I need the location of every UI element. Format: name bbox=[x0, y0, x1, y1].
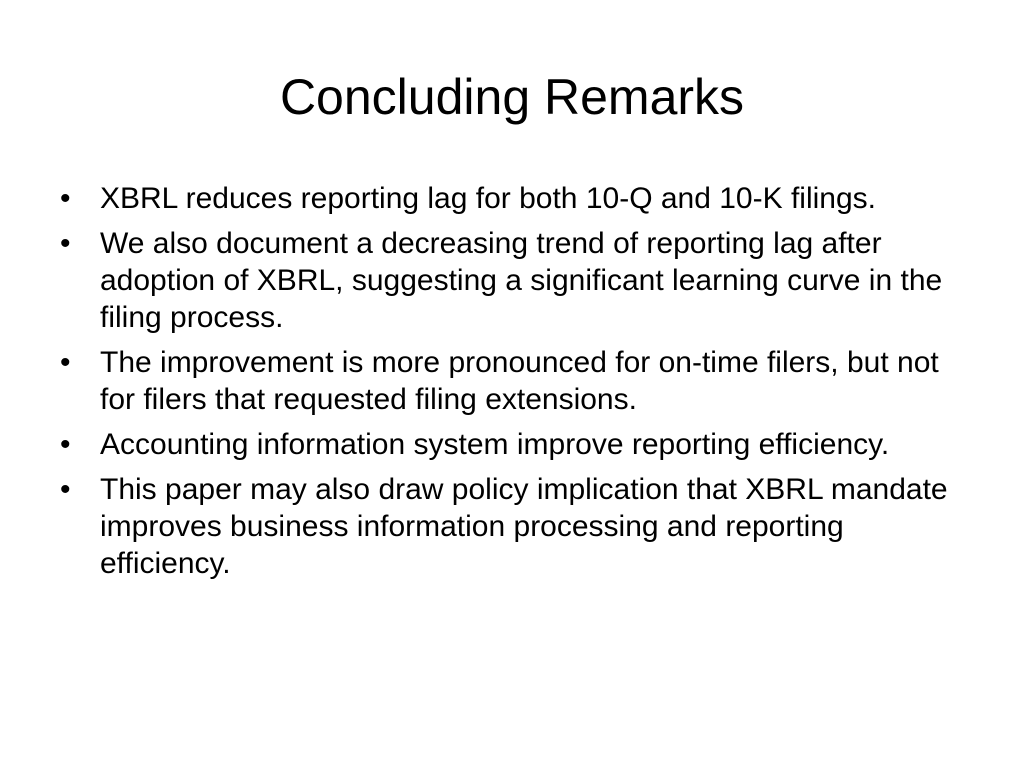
bullet-icon: • bbox=[60, 473, 71, 506]
bullet-icon: • bbox=[60, 346, 71, 379]
slide-title: Concluding Remarks bbox=[279, 69, 745, 125]
bullet-text: XBRL reduces reporting lag for both 10-Q and 10-K filings. bbox=[100, 182, 876, 215]
bullet-icon: • bbox=[60, 227, 71, 260]
bullet-list bbox=[60, 180, 970, 590]
bullet-item bbox=[60, 426, 970, 463]
bullet-text: This paper may also draw policy implication that XBRL mandate improves business information processing and reporting efficiency. bbox=[100, 473, 948, 580]
bullet-item bbox=[60, 225, 970, 336]
bullet-icon: • bbox=[60, 428, 71, 461]
bullet-text: The improvement is more pronounced for on-time filers, but not for filers that requested filing extensions. bbox=[100, 346, 939, 416]
bullet-text: Accounting information system improve reporting efficiency. bbox=[100, 428, 890, 461]
bullet-text: We also document a decreasing trend of reporting lag after adoption of XBRL, suggesting a significant learning curve in the filing process. bbox=[100, 227, 943, 334]
bullet-item bbox=[60, 344, 970, 418]
bullet-icon: • bbox=[60, 182, 71, 215]
bullet-item bbox=[60, 180, 970, 217]
bullet-item bbox=[60, 471, 970, 582]
